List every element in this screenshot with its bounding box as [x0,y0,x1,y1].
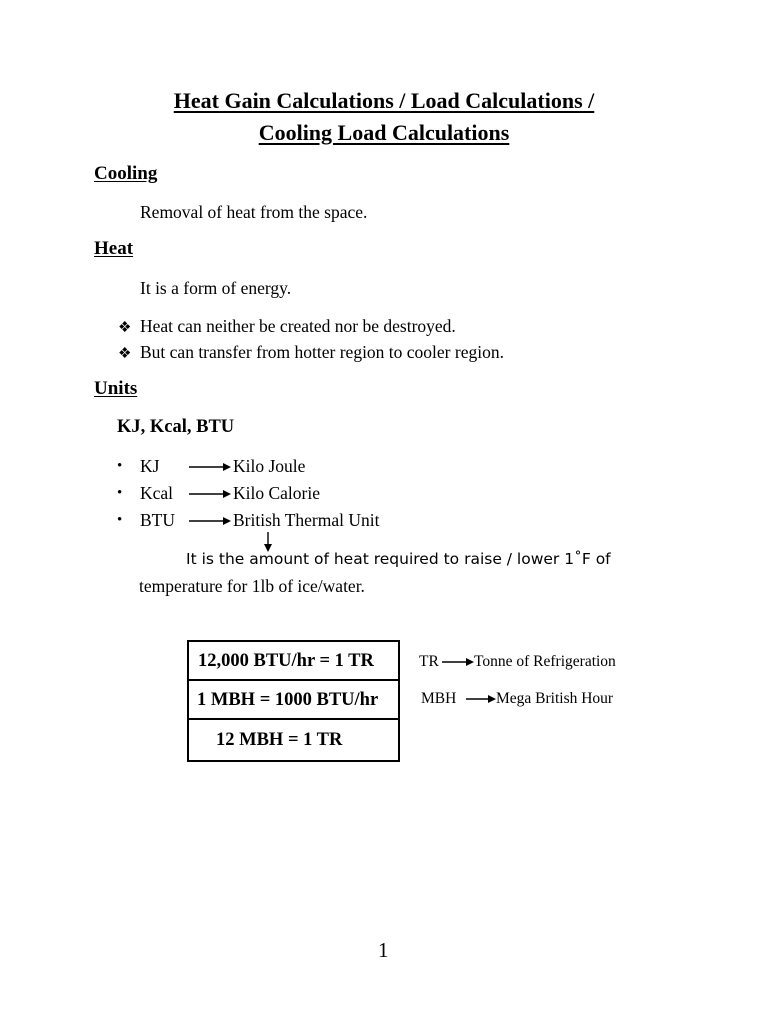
page-title-line-2: Cooling Load Calculations [258,120,510,145]
heat-heading: Heat [94,238,134,259]
abbr-tr: TR [419,653,439,670]
btu-definition-line-2: temperature for 1lb of ice/water. [139,576,365,596]
heat-definition: It is a form of energy. [140,278,292,298]
heat-point-1: Heat can neither be created nor be destroyed. [140,316,456,336]
page-title-line-1: Heat Gain Calculations / Load Calculations / [173,88,595,113]
conversion-row-2: 1 MBH = 1000 BTU/hr [189,681,398,720]
diamond-bullet-icon: ❖ [118,320,132,336]
unit-abbr-kj: KJ [140,456,160,476]
right-arrow-icon [189,488,231,500]
cooling-definition: Removal of heat from the space. [140,202,368,222]
btu-definition-line-1: It is the amount of heat required to raise / lower 1˚F of [186,550,611,568]
cooling-heading: Cooling [94,163,158,184]
unit-full-kcal: Kilo Calorie [233,483,320,503]
abbr-mbh-full: Mega British Hour [496,690,614,707]
unit-abbr-kcal: Kcal [140,483,174,503]
conversion-row-1: 12,000 BTU/hr = 1 TR [189,642,398,681]
unit-full-kj: Kilo Joule [233,456,306,476]
conversion-row-3: 12 MBH = 1 TR [216,730,343,750]
abbr-mbh: MBH [421,690,457,707]
units-heading: Units [94,378,138,399]
units-summary: KJ, Kcal, BTU [117,417,235,437]
conversion-table [187,640,400,762]
page-number: 1 [378,938,389,962]
diamond-bullet-icon: ❖ [118,346,132,362]
bullet-icon: • [117,458,123,474]
bullet-icon: • [117,485,123,501]
abbr-tr-full: Tonne of Refrigeration [474,653,616,670]
right-arrow-icon [442,656,474,668]
unit-full-btu: British Thermal Unit [233,510,380,530]
right-arrow-icon [189,515,231,527]
right-arrow-icon [189,461,231,473]
heat-point-2: But can transfer from hotter region to cooler region. [140,342,504,362]
bullet-icon: • [117,512,123,528]
right-arrow-icon [466,693,496,705]
down-arrow-icon [262,532,274,552]
unit-abbr-btu: BTU [140,510,175,530]
